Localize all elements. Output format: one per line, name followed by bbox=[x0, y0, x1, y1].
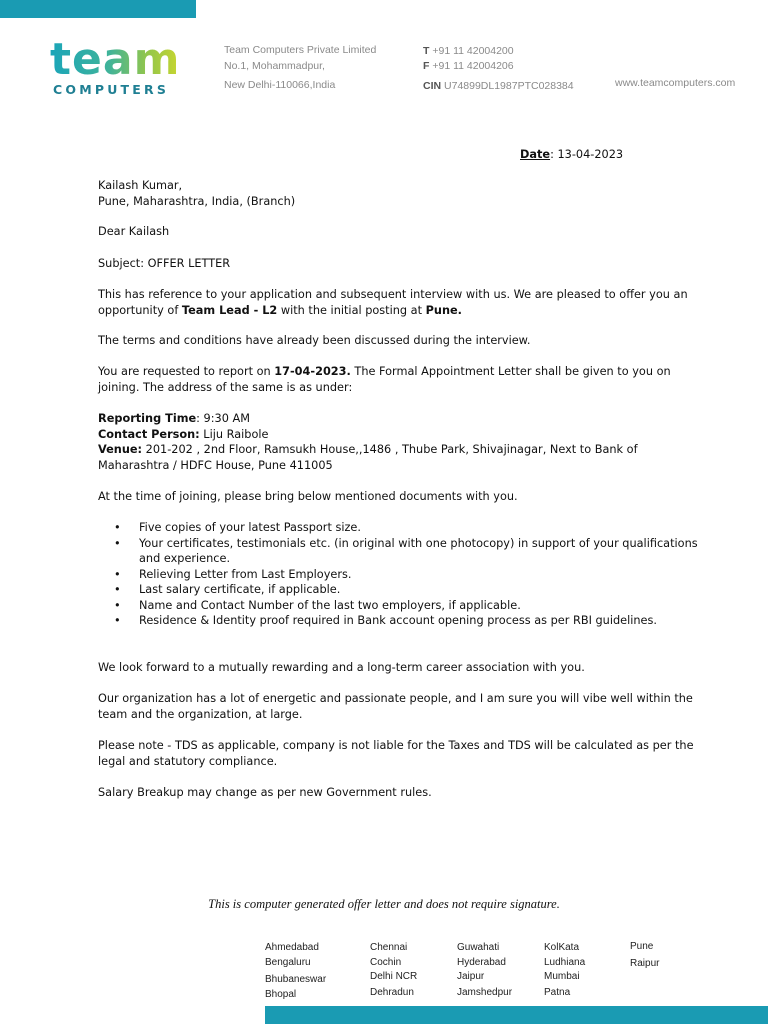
list-item bbox=[114, 598, 714, 614]
city-label: Hyderabad bbox=[457, 957, 506, 968]
venue-value: 201-202 , 2nd Floor, Ramsukh House,,1486 , Thube Park, Shivajinagar, Next to Bank of Maharashtra / HDFC House, Pune 411005 bbox=[98, 443, 638, 472]
city-label: Chennai bbox=[370, 942, 408, 953]
city-label: KolKata bbox=[544, 942, 580, 953]
letter-date bbox=[520, 147, 720, 163]
city-label: Delhi NCR bbox=[370, 971, 418, 982]
phone-line bbox=[423, 45, 514, 57]
contact-person-value: Liju Raibole bbox=[199, 427, 269, 441]
venue-label: Venue: bbox=[98, 443, 143, 456]
report-text-a: You are requested to report on bbox=[98, 365, 275, 378]
company-address-line1: No.1, Mohammadpur, bbox=[224, 60, 325, 72]
reporting-time-label: Reporting Time bbox=[98, 412, 197, 425]
document-item: Last salary certificate, if applicable. bbox=[139, 583, 341, 596]
city-label: Guwahati bbox=[457, 942, 500, 953]
logo-subtitle: COMPUTERS bbox=[53, 82, 170, 97]
city-label: Jaipur bbox=[457, 971, 485, 982]
cin-line bbox=[423, 80, 574, 92]
bullet: • bbox=[114, 521, 121, 534]
venue bbox=[98, 442, 708, 473]
paragraph-report bbox=[98, 364, 708, 395]
website: www.teamcomputers.com bbox=[615, 77, 736, 89]
list-item bbox=[114, 536, 714, 567]
top-accent-bar bbox=[0, 0, 196, 18]
paragraph-tds-note: Please note - TDS as applicable, company is not liable for the Taxes and TDS will be calculated as per the legal and statutory compliance. bbox=[98, 739, 694, 768]
list-item bbox=[114, 520, 714, 536]
bullet: • bbox=[114, 536, 121, 550]
list-item bbox=[114, 582, 714, 598]
report-text-b: The Formal Appointment Letter shall be given to you on joining. The address of the same is as under: bbox=[98, 365, 671, 394]
bullet: • bbox=[114, 583, 121, 596]
bottom-accent-bar bbox=[265, 1006, 768, 1024]
offer-role: Team Lead - L2 bbox=[181, 303, 278, 317]
city-label: Pune bbox=[630, 941, 654, 952]
city-label: Bhopal bbox=[265, 989, 297, 1000]
list-item bbox=[114, 567, 714, 583]
paragraph-terms: The terms and conditions have already been discussed during the interview. bbox=[98, 334, 531, 347]
fax-value: +91 11 42004206 bbox=[432, 60, 514, 72]
paragraph-organization: Our organization has a lot of energetic and passionate people, and I am sure you will vibe well within the team and the organization, at large. bbox=[98, 692, 693, 721]
city-label: Jamshedpur bbox=[457, 987, 513, 998]
cin-label: CIN bbox=[423, 80, 442, 92]
phone-value: +91 11 42004200 bbox=[432, 45, 514, 57]
cin-value: U74899DL1987PTC028384 bbox=[444, 80, 574, 92]
documents-intro: At the time of joining, please bring below mentioned documents with you. bbox=[98, 490, 518, 503]
bullet: • bbox=[114, 598, 121, 612]
fax-line bbox=[423, 60, 514, 72]
recipient-block bbox=[98, 178, 708, 209]
report-date: 17-04-2023. bbox=[274, 365, 351, 378]
paragraph-look-forward: We look forward to a mutually rewarding and a long-term career association with you. bbox=[98, 661, 585, 674]
city-label: Patna bbox=[544, 987, 571, 998]
document-item: Name and Contact Number of the last two employers, if applicable. bbox=[139, 598, 521, 612]
salutation: Dear Kailash bbox=[98, 225, 170, 238]
bullet: • bbox=[114, 614, 121, 627]
city-label: Ahmedabad bbox=[265, 942, 319, 953]
date-label: Date bbox=[520, 148, 551, 161]
city-label: Bhubaneswar bbox=[265, 974, 327, 985]
logo-wordmark: team bbox=[50, 30, 180, 90]
city-label: Cochin bbox=[370, 957, 402, 968]
reporting-time-value: : 9:30 AM bbox=[196, 412, 250, 425]
phone-label: T bbox=[423, 45, 430, 57]
paragraph-salary-breakup: Salary Breakup may change as per new Government rules. bbox=[98, 786, 432, 799]
recipient-location: Pune, Maharashtra, India, (Branch) bbox=[98, 194, 296, 208]
offer-city: Pune. bbox=[425, 303, 462, 317]
contact-person bbox=[98, 427, 708, 443]
date-value: : 13-04-2023 bbox=[550, 148, 624, 161]
company-name: Team Computers Private Limited bbox=[224, 44, 377, 56]
company-logo bbox=[50, 36, 200, 102]
city-label: Bengaluru bbox=[265, 957, 311, 968]
document-item: Your certificates, testimonials etc. (in original with one photocopy) in support of your qualifications and experience. bbox=[139, 536, 698, 565]
document-item: Five copies of your latest Passport size. bbox=[139, 521, 361, 534]
company-address-line2: New Delhi-110066,India bbox=[224, 79, 336, 91]
subject-line: Subject: OFFER LETTER bbox=[98, 257, 231, 270]
city-label: Ludhiana bbox=[544, 957, 586, 968]
bullet: • bbox=[114, 567, 121, 581]
offer-text-a: This has reference to your application and subsequent interview with us. We are pleased to offer you an opportunity of bbox=[98, 288, 688, 317]
reporting-time bbox=[98, 411, 708, 427]
city-label: Mumbai bbox=[544, 971, 580, 982]
city-label: Dehradun bbox=[370, 987, 414, 998]
paragraph-offer bbox=[98, 287, 708, 318]
list-item bbox=[114, 613, 714, 629]
fax-label: F bbox=[423, 60, 430, 72]
offer-text-b: with the initial posting at bbox=[277, 303, 426, 317]
document-item: Residence & Identity proof required in Bank account opening process as per RBI guidelines. bbox=[139, 614, 657, 627]
recipient-name: Kailash Kumar, bbox=[98, 179, 183, 192]
reporting-details bbox=[98, 411, 708, 473]
city-label: Raipur bbox=[630, 958, 660, 969]
document-item: Relieving Letter from Last Employers. bbox=[139, 567, 352, 581]
documents-list bbox=[114, 520, 714, 629]
footer-disclaimer: This is computer generated offer letter and does not require signature. bbox=[208, 897, 560, 911]
contact-person-label: Contact Person: bbox=[98, 427, 200, 441]
